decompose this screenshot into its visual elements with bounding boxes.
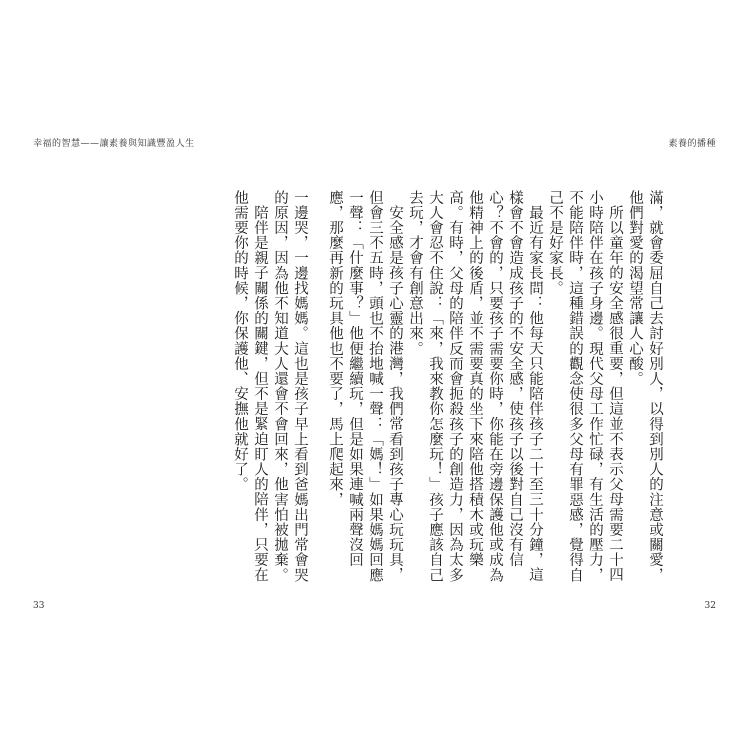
left-page-number: 33	[33, 601, 45, 611]
right-paragraph-4: 安全感是孩子心靈的港灣，我們常看到孩子專心玩玩具，但會三不五時，頭也不抬地喊一聲：「媽！」如果媽媽回應一聲：「什麼事？」他便繼續玩，但是如果連喊兩聲沒回應，那麼再新的玩具他也不要了，馬上爬起來，	[327, 190, 403, 583]
left-running-header: 幸福的智慧——讓素養與知識豐盈人生	[33, 139, 195, 149]
left-paragraph-2: 陪伴是親子關係的關鍵，但不是緊迫盯人的陪伴，只要在他需要你的時候，你保護他、安撫他就好了。	[232, 190, 268, 582]
right-body-text	[325, 190, 665, 585]
right-page	[327, 0, 750, 750]
right-page-number: 32	[704, 601, 716, 611]
right-paragraph-2: 所以童年的安全感很重要，但這並不表示父母需要二十四小時陪伴在孩子身邊。現代父母工作忙碌，有生活的壓力，不能陪伴時，這種錯誤的觀念使很多父母有罪惡感，覺得自己不是好家長。	[547, 190, 623, 583]
right-paragraph-1: 滿，就會委屈自己去討好別人，以得到別人的注意或關愛，他們對愛的渴望常讓人心酸。	[627, 190, 663, 583]
left-body-text	[230, 190, 310, 585]
left-paragraph-1: 一邊哭，一邊找媽媽。這也是孩子早上看到爸媽出門常會哭的原因，因為他不知道大人還會不會回來，他害怕被拋棄。	[272, 190, 308, 583]
right-running-header: 素養的播種	[668, 139, 716, 149]
right-paragraph-3: 最近有家長問：他每天只能陪伴孩子二十至三十分鐘，這樣會不會造成孩子的不安全感，使孩子以後對自己沒有信心？不會的，只要孩子需要你時，你能在旁邊保護他或成為他精神上的後盾，並不需要真的坐下來陪他搭積木或玩樂高。有時，父母的陪伴反而會扼殺孩子的創造力，因為太多大人會忍不住說：「來，我來教你怎麼玩！」孩子應該自己去玩，才會有創意出來。	[407, 190, 543, 583]
